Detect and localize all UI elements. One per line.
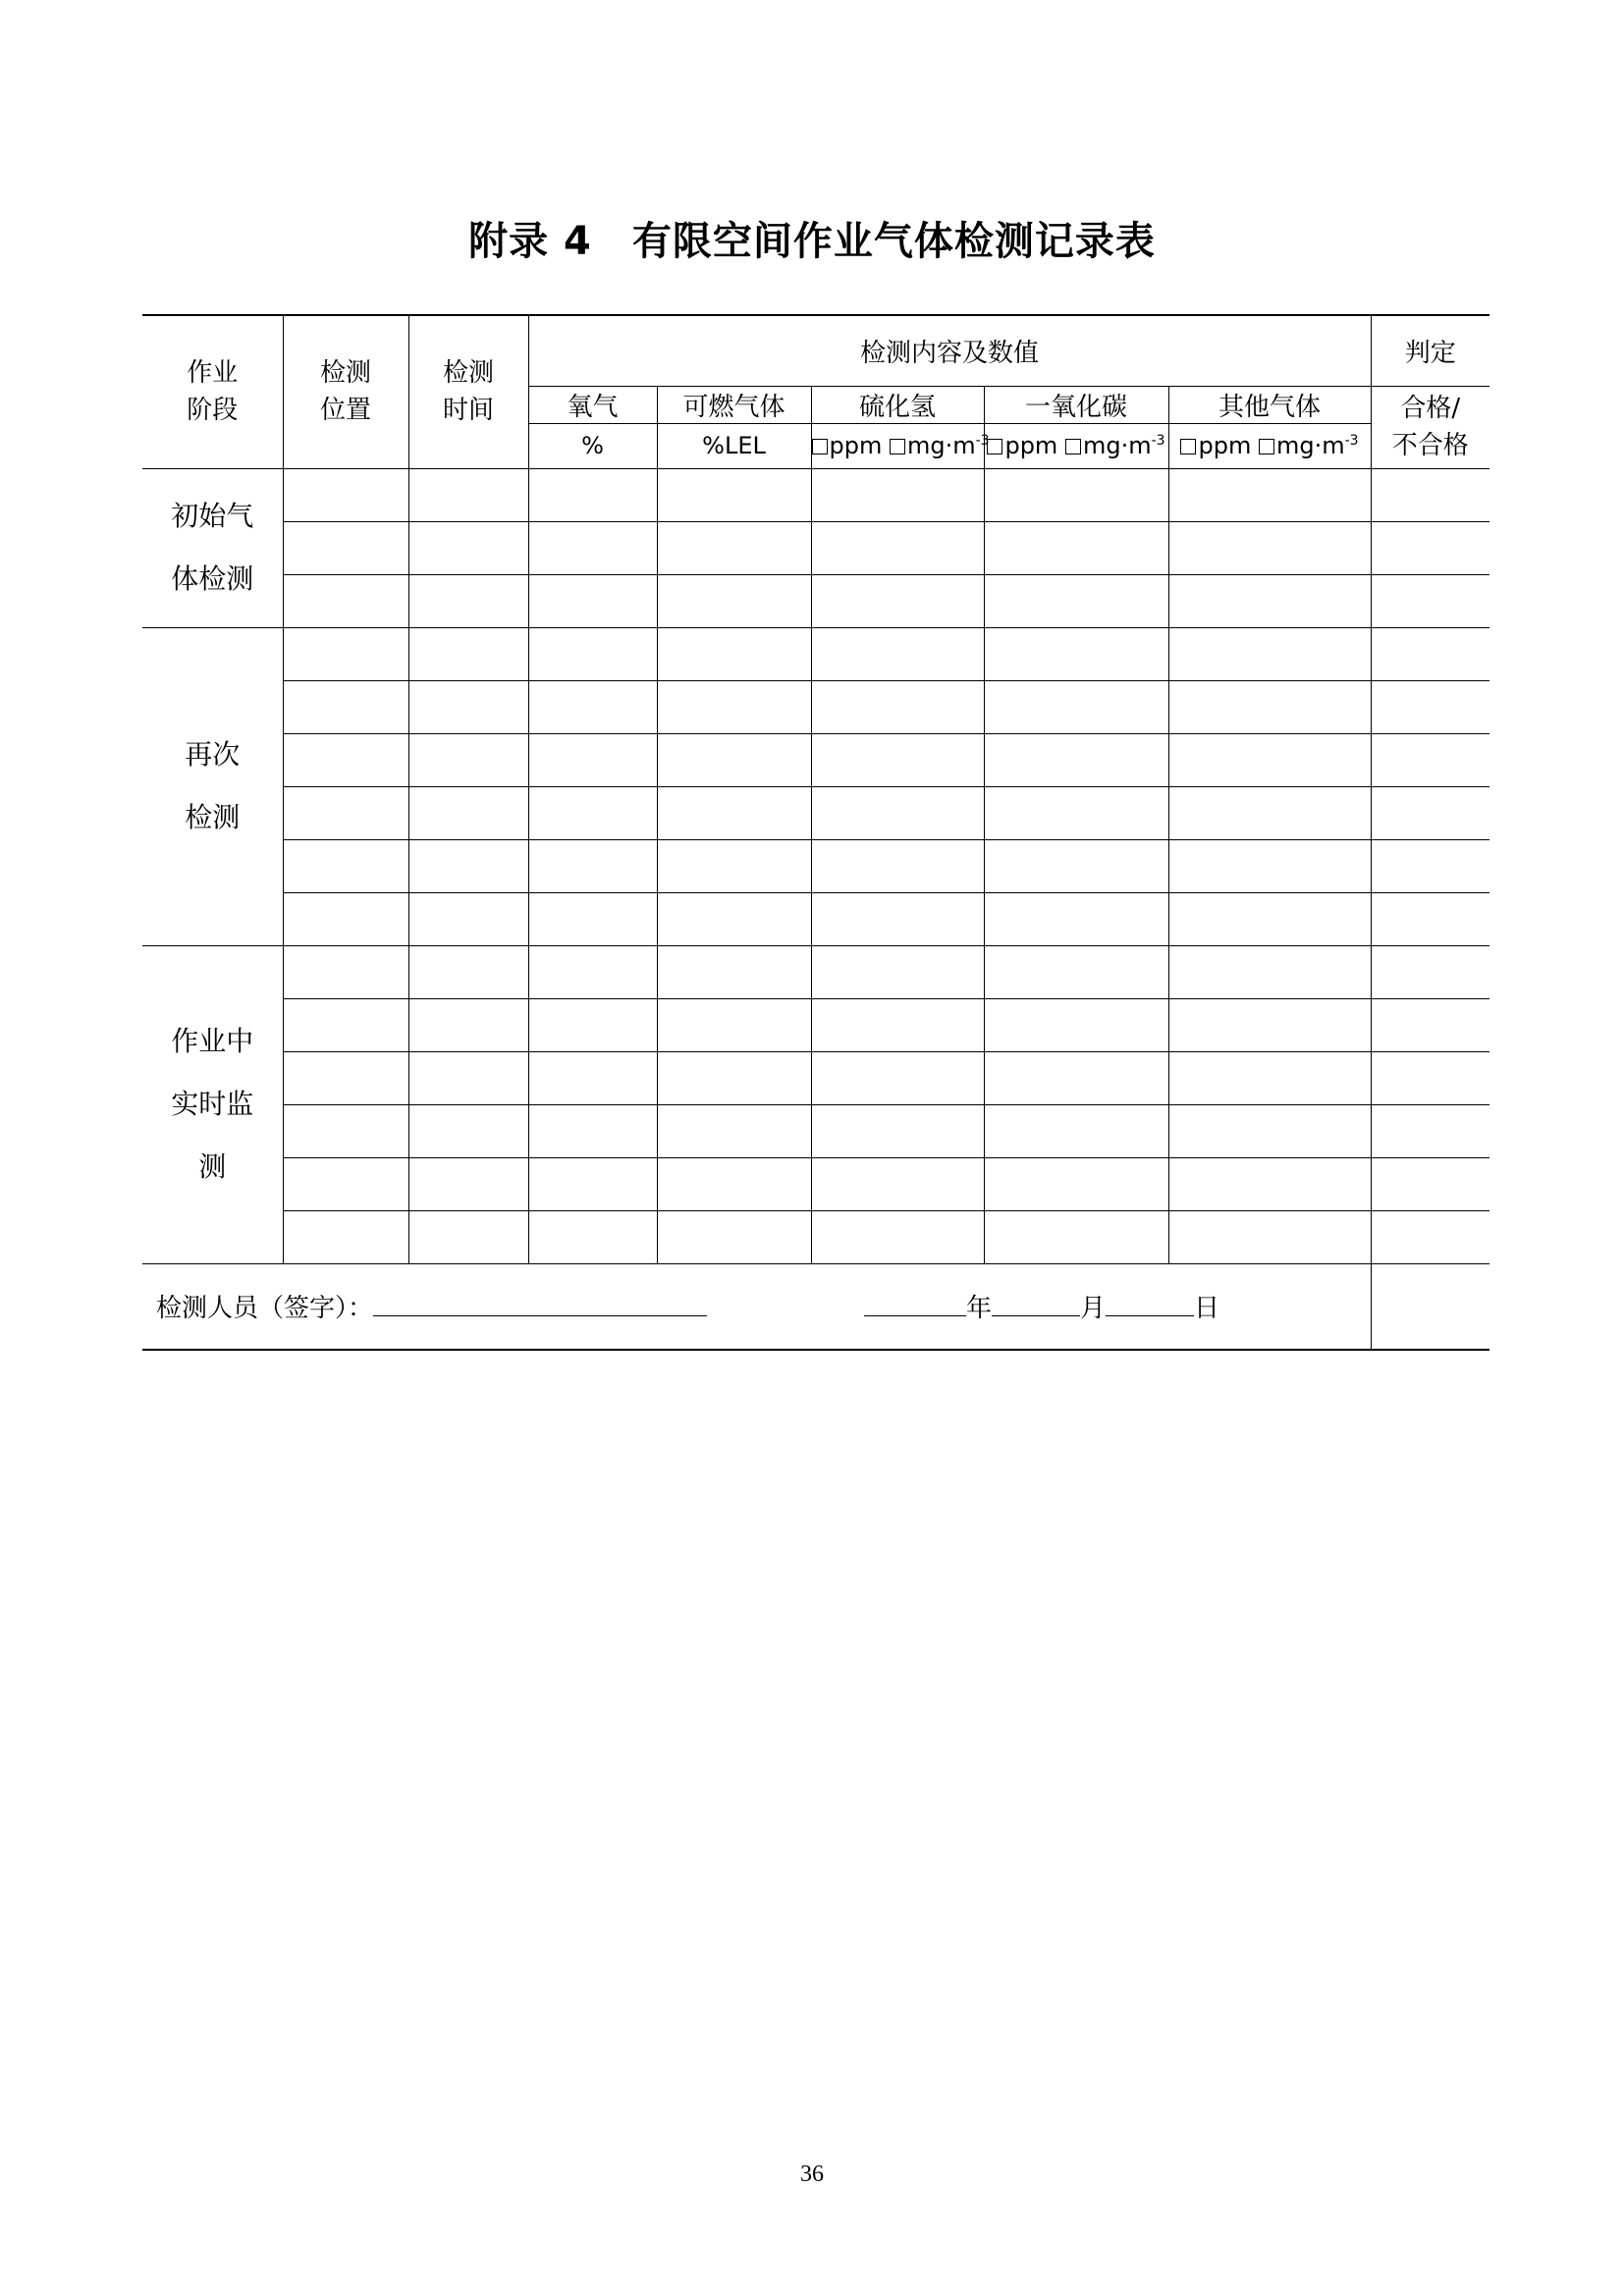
month-line[interactable] xyxy=(992,1314,1080,1316)
table-row xyxy=(142,1157,1489,1210)
gas-other: 其他气体 xyxy=(1168,386,1371,423)
checkbox-icon[interactable] xyxy=(987,439,1002,454)
table-row xyxy=(142,1210,1489,1263)
table-row xyxy=(142,574,1489,627)
unit-other: ppm $mg\cdot m^{-3}$ xyxy=(1168,423,1371,468)
gas-oxygen: 氧气 xyxy=(528,386,657,423)
stage-initial: 初始气 体检测 xyxy=(142,468,283,627)
table-row xyxy=(142,1104,1489,1157)
header-time: 检测 时间 xyxy=(408,315,528,468)
table-row xyxy=(142,733,1489,786)
gas-combustible: 可燃气体 xyxy=(657,386,811,423)
checkbox-icon[interactable] xyxy=(1259,439,1274,454)
year-line[interactable] xyxy=(864,1314,966,1316)
stage-recheck: 再次 检测 xyxy=(142,627,283,945)
signature-judge-cell[interactable] xyxy=(1371,1263,1489,1350)
header-judge: 判定 xyxy=(1371,315,1489,386)
unit-combustible: %LEL xyxy=(657,423,811,468)
day-label: 日 xyxy=(1194,1294,1220,1324)
table-row xyxy=(142,680,1489,733)
table-row xyxy=(142,627,1489,680)
unit-co: ppm $mg\cdot m^{-3}$ xyxy=(984,423,1168,468)
table-row xyxy=(142,892,1489,945)
signature-cell xyxy=(142,1263,1371,1350)
signer-line[interactable] xyxy=(373,1314,707,1316)
unit-oxygen: % xyxy=(528,423,657,468)
header-content: 检测内容及数值 xyxy=(528,315,1371,386)
checkbox-icon[interactable] xyxy=(812,439,828,454)
gas-h2s: 硫化氢 xyxy=(811,386,984,423)
gas-detection-record-table xyxy=(142,314,1489,1351)
gas-co: 一氧化碳 xyxy=(984,386,1168,423)
checkbox-icon[interactable] xyxy=(1065,439,1081,454)
table-row xyxy=(142,1051,1489,1104)
page-number: 36 xyxy=(800,2162,824,2187)
year-label: 年 xyxy=(966,1294,993,1324)
header-row-1 xyxy=(142,315,1489,386)
day-line[interactable] xyxy=(1106,1314,1194,1316)
header-position: 检测 位置 xyxy=(283,315,408,468)
table-row xyxy=(142,468,1489,521)
judge-sub: 合格/ 不合格 xyxy=(1371,386,1489,468)
signature-row xyxy=(142,1263,1489,1350)
table-row xyxy=(142,839,1489,892)
checkbox-icon[interactable] xyxy=(890,439,905,454)
unit-h2s: ppm $mg\cdot m^{-3}$ xyxy=(811,423,984,468)
table-row xyxy=(142,521,1489,574)
checkbox-icon[interactable] xyxy=(1180,439,1196,454)
header-stage: 作业 阶段 xyxy=(142,315,283,468)
signer-label: 检测人员（签字）： xyxy=(156,1294,374,1324)
month-label: 月 xyxy=(1080,1294,1107,1324)
stage-realtime: 作业中 实时监 测 xyxy=(142,945,283,1263)
table-row xyxy=(142,786,1489,839)
page-title: 附录 4 有限空间作业气体检测记录表 xyxy=(468,219,1156,264)
table-row xyxy=(142,945,1489,998)
table-row xyxy=(142,998,1489,1051)
